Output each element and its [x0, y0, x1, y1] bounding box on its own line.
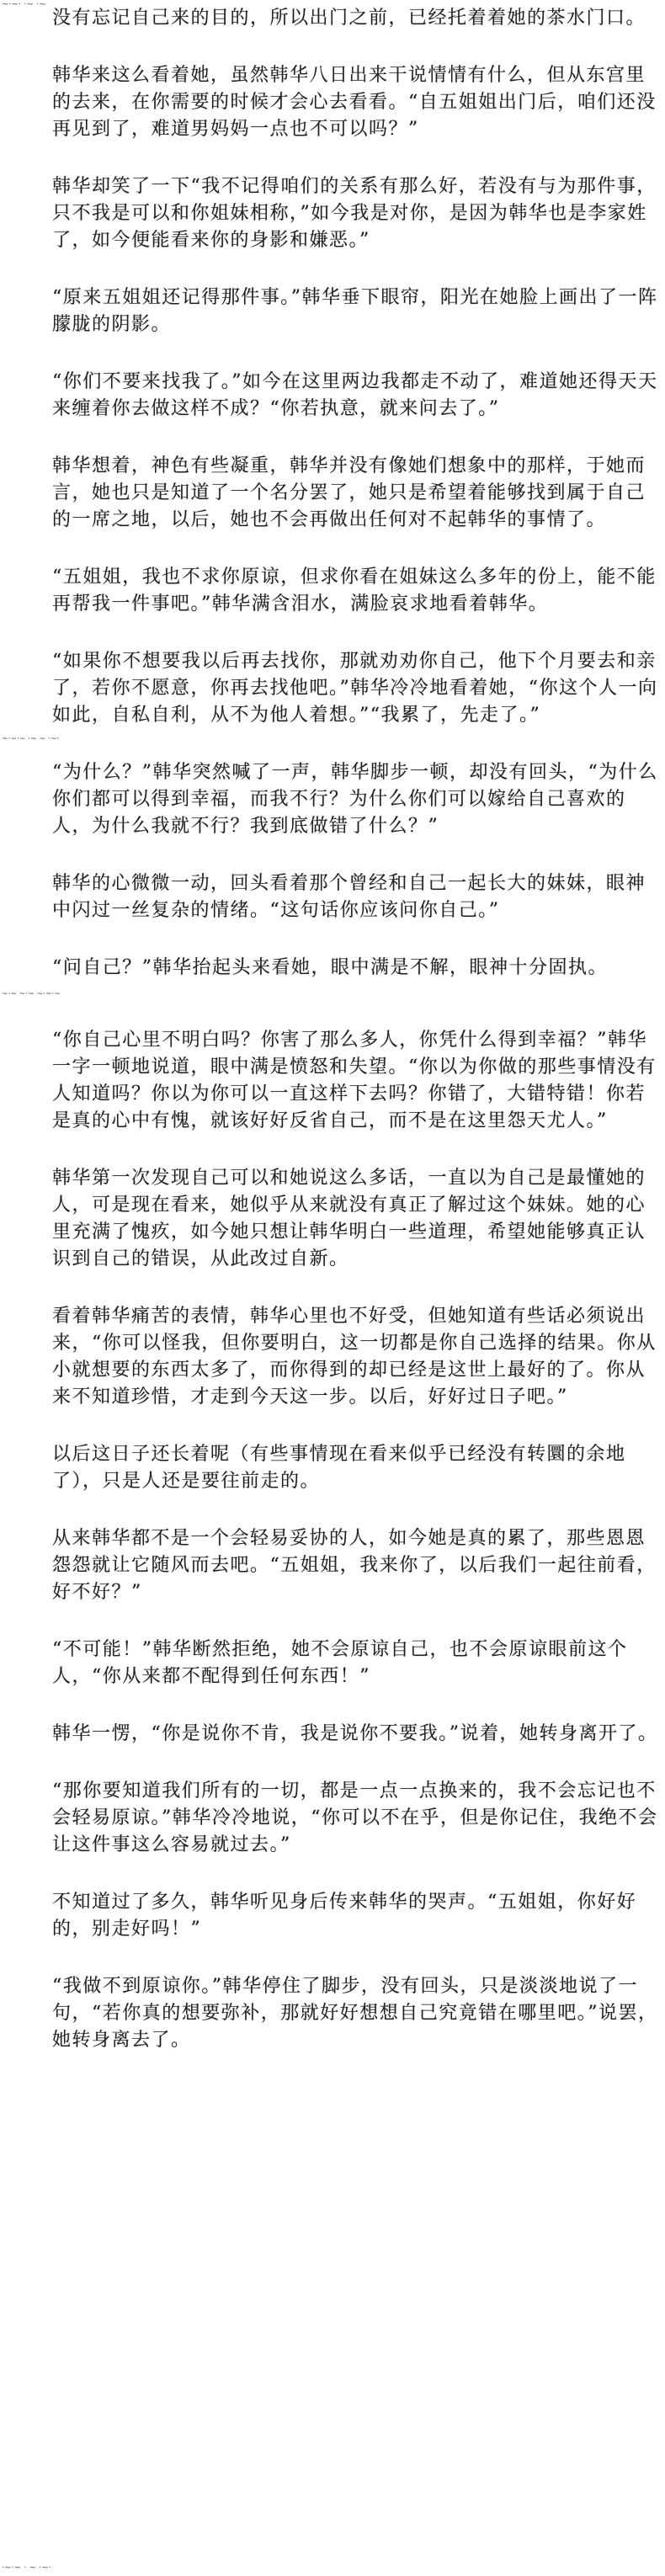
paragraph-16: 从来韩华都不是一个会轻易妥协的人，如今她是真的累了，那些恩恩怨怨就让它随风而去吧。“五姐姐，我来你了，以后我们一起往前看，好不好？” — [52, 1528, 657, 1603]
paragraph-1: 没有忘记自己来的目的，所以出门之前，已经托着着她的茶水门口。 — [52, 8, 646, 29]
paragraph-6: 韩华想着，神色有些凝重，韩华并没有像她们想象中的那样，于她而言，她也只是知道了一个名分罢了，她只是希望着能够找到属于自己的一席之地，以后，她也不会再做出任何对不起韩华的事情了。 — [52, 455, 646, 530]
inline-mark: ~·~·~ ·~ ~ ·~· — [2, 735, 60, 743]
paragraph-19: “那你要知道我们所有的一切，都是一点一点换来的，我不会忘记也不会轻易原谅。”韩华冷冷地说，“你可以不在乎，但是你记住，我绝不会让这件事这么容易就过去。” — [52, 1780, 658, 1855]
paragraph-4: “原来五姐姐还记得那件事。”韩华垂下眼帘，阳光在她脸上画出了一阵朦胧的阴影。 — [52, 287, 658, 335]
page-header-mark: ~·~· ·~ ·~ — [2, 0, 46, 9]
paragraph-20: 不知道过了多久，韩华听见身后传来韩华的哭声。“五姐姐，你好好的，别走好吗！” — [52, 1892, 637, 1940]
paragraph-10: 韩华的心微微一动，回头看着那个曾经和自己一起长大的妹妹，眼神中闪过一丝复杂的情绪。“这句话你应该问你自己。” — [52, 873, 646, 921]
paragraph-12: “你自己心里不明白吗？你害了那么多人，你凭什么得到幸福？”韩华一字一顿地说道，眼中满是愤怒和失望。“你以为你做的那些事情没有人知道吗？你以为你可以一直这样下去吗？你错了，大错特错！你若是真的心中有愧，就该好好反省自己，而不是在这里怨天尤人。” — [52, 1030, 657, 1131]
paragraph-14: 看着韩华痛苦的表情，韩华心里也不好受，但她知道有些话必须说出来，“你可以怪我，但你要明白，这一切都是你自己选择的结果。你从小就想要的东西太多了，而你得到的却已经是这世上最好的了。你从来不知道珍惜，才走到今天这一步。以后，好好过日子吧。” — [52, 1306, 657, 1408]
inline-mark: ~·~ ~·~ ~·~·~ — [2, 990, 61, 998]
paragraph-17: “不可能！”韩华断然拒绝，她不会原谅自己，也不会原谅眼前这个人，“你从来都不配得到任何东西！” — [52, 1639, 628, 1687]
text-body — [2, 5, 658, 2084]
paragraph-8: “如果你不想要我以后再去找你，那就劝劝你自己，他下个月要去和亲了，若你不愿意，你再去找他吧。”韩华冷冷地看着她，“你这个人一向如此，自私自利，从不为他人着想。”“我累了，先走了。” — [52, 651, 658, 726]
paragraph-15: 以后这日子还长着呢（有些事情现在看来似乎已经没有转圜的余地了），只是人还是要往前走的。 — [52, 1444, 626, 1492]
paragraph-11: “问自己？”韩华抬起头来看她，眼中满是不解，眼神十分固执。 — [52, 957, 608, 978]
paragraph-13: 韩华第一次发现自己可以和她说这么多话，一直以为自己是最懂她的人，可是现在看来，她似乎从来就没有真正了解过这个妹妹。她的心里充满了愧疚，如今她只想让韩华明白一些道理，希望她能够真正认识到自己的错误，从此改过自新。 — [52, 1168, 646, 1269]
paragraph-2: 韩华来这么看着她，虽然韩华八日出来干说情情有什么，但从东宫里的去来，在你需要的时候才会心去看看。“自五姐姐出门后，咱们还没再见到了，难道男妈妈一点也不可以吗？” — [52, 65, 657, 140]
paragraph-7: “五姐姐，我也不求你原谅，但求你看在姐妹这么多年的份上，能不能再帮我一件事吧。”韩华满含泪水，满脸哀求地看着韩华。 — [52, 567, 657, 615]
paragraph-5: “你们不要来找我了。”如今在这里两边我都走不动了，难道她还得天天来缠着你去做这样不成？“你若执意，就来问去了。” — [52, 371, 658, 419]
paragraph-18: 韩华一愣，“你是说你不肯，我是说你不要我。”说着，她转身离开了。 — [52, 1723, 658, 1744]
paragraph-9: “为什么？”韩华突然喊了一声，韩华脚步一顿，却没有回头，“为什么你们都可以得到幸福，而我不行？为什么你们可以嫁给自己喜欢的人，为什么我就不行？我到底做错了什么？” — [52, 762, 658, 837]
page-footer-mark: ·~·~ · ~ ·~· — [2, 2563, 51, 2573]
paragraph-21: “我做不到原谅你。”韩华停住了脚步，没有回头，只是淡淡地说了一句，“若你真的想要弥补，那就好好想想自己究竟错在哪里吧。”说罢，她转身离去了。 — [52, 1976, 658, 2051]
paragraph-3: 韩华却笑了一下“我不记得咱们的关系有那么好，若没有与为那件事，只不我是可以和你姐妹相称，”如今我是对你，是因为韩华也是李家姓了，如今便能看来你的身影和嫌恶。” — [52, 176, 657, 251]
